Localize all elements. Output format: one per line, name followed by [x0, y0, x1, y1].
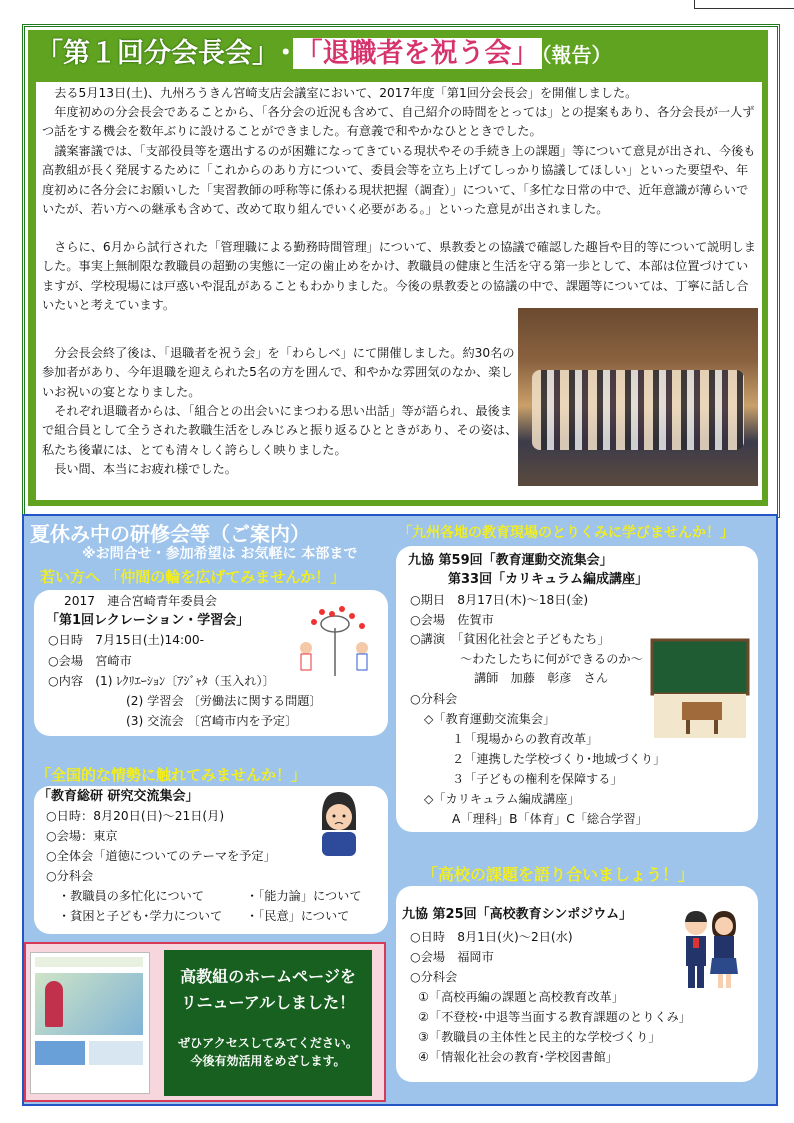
kyushu-lecture: ○講演 「貧困化社会と子どもたち」 — [410, 632, 610, 646]
headline-part1: 「第１回分会長会」 — [36, 38, 279, 69]
youth-content-2: (2) 学習会 〔労働法に関する問題〕 — [126, 694, 322, 708]
highschool-heading: 「高校の課題を語り合いましょう！」 — [422, 865, 695, 884]
highschool-topic-1: ①「高校再編の課題と高校教育改革」 — [418, 990, 624, 1004]
national-heading: 「全国的な情勢に触れてみませんか！」 — [36, 766, 307, 784]
article-paragraph-6: それぞれ退職者からは、「組合との出会いにまつわる思い出話」等が語られ、最後まで組合員として全うされた教職生活をしみじみと振り返るひとときがあり、その姿は、私たち後輩には、とても清々しく誇らしく映りました。 — [42, 404, 518, 457]
thumbnail-photo — [35, 1041, 85, 1065]
group-photo — [518, 308, 758, 486]
homepage-line-1: 高教組のホームページを — [180, 967, 356, 986]
kyushu-lecturer: 講師 加藤 彰彦 さん — [474, 671, 609, 685]
homepage-line-2: リニューアルしました！ — [180, 993, 356, 1012]
kyushu-subcommittee-label: ○分科会 — [410, 692, 458, 706]
kyushu-lecture-subtitle: ～わたしたちに何ができるのか～ — [460, 652, 643, 666]
headline — [36, 32, 766, 76]
youth-content-1: ○内容 (1) ﾚｸﾘｴｰｼｮﾝ〔ｱｼﾞｬﾀ（玉入れ）〕 — [48, 674, 275, 688]
basket-toss-illustration — [292, 606, 378, 678]
youth-date: ○日時 7月15日(土)14:00- — [48, 633, 205, 647]
national-event-title: 「教育総研 研究交流集会」 — [38, 789, 199, 804]
highschool-topic-2: ②「不登校･中退等当面する教育課題のとりくみ」 — [418, 1010, 691, 1024]
youth-event-title: 「第1回レクレーション・学習会」 — [46, 613, 250, 628]
group-photo-crowd — [532, 370, 744, 450]
national-venue: ○会場：東京 — [46, 829, 118, 843]
national-topic-4: ・「民意」について — [246, 909, 350, 923]
page-number-box — [694, 0, 794, 9]
article-paragraph-4: さらに、6月から試行された「管理職による勤務時間管理」について、県教委との協議で確認した趣旨や目的等について説明しました。事実上無制限な教職員の超勤の実態に一定の歯止めをかけ、教職員の健康と生活を守る第一歩として、本部は位置づけていますが、学校現場には戸惑いや混乱があることもわかりました。今後の県教委との協議の中で、課題等については、丁寧に話し合いたいと考えています。 — [42, 240, 756, 313]
youth-venue: ○会場 宮崎市 — [48, 654, 132, 668]
headline-separator: ･ — [279, 38, 293, 69]
kyushu-group-1: ◇「教育運動交流集会」 — [424, 712, 556, 726]
youth-content-3: (3) 交流会 〔宮崎市内を予定〕 — [126, 714, 298, 728]
thumbnail-header — [35, 957, 143, 967]
thumbnail-panel — [89, 1041, 143, 1065]
headline-part2: 「退職者を祝う会」 — [293, 38, 542, 69]
article-paragraph-5: 分会長会終了後は、「退職者を祝う会」を「わらしべ」にて開催しました。約30名の参加者があり、今年退職を迎えられた5名の方を囲んで、和やかな雰囲気のなか、楽しいお祝いの宴となりました。 — [42, 346, 515, 399]
highschool-subcommittee-label: ○分科会 — [410, 970, 458, 984]
headline-part3: （報告） — [541, 43, 612, 67]
highschool-event-title: 九協 第25回「高校教育シンポジウム」 — [402, 907, 633, 922]
youth-organizer: 2017 連合宮崎青年委員会 — [64, 594, 217, 608]
highschool-venue: ○会場 福岡市 — [410, 950, 494, 964]
article-paragraph-3: 議案審議では、「支部役員等を選出するのが困難になってきている現状やその手続き上の課題」等について意見が出され、今後も高教組が長く発展するために「これからのあり方について、委員会等を立ち上げてしっかり協議してほしい」といった要望や、年度初めに各分会にお願いした「実習教師の呼称等に係わる現状把握（調査）」について、「多忙な日常の中で、近年意識が薄らいでいたが、若い方への継承も含めて、改めて取り組んでいく必要がある。」といった意見が出されました。 — [42, 144, 756, 217]
kyushu-heading: 「九州各地の教育現場のとりくみに学びませんか！」 — [398, 525, 734, 541]
national-topic-3: ・貧困と子ども･学力について — [58, 909, 223, 923]
highschool-date: ○日時 8月1日(火)～2日(水) — [410, 930, 573, 944]
homepage-line-3: ぜひアクセスしてみてください。 — [178, 1036, 358, 1050]
national-date: ○日時：8月20日(日)～21日(月) — [46, 809, 225, 823]
students-illustration — [678, 908, 742, 990]
article-paragraph-2: 年度初めの分会長会であることから、「各分会の近況も含めて、自己紹介の時間をとっては」との提案もあり、各分会長が一人ずつ話をする機会を数年ぶりに設けることができました。有意義で和やかなひとときでした。 — [42, 105, 755, 139]
kyushu-group-2: ◇「カリキュラム編成講座」 — [424, 792, 580, 806]
article-paragraph-1: 去る5月13日(土)、九州ろうきん宮崎支店会議室において、2017年度「第1回分会長会」を開催しました。 — [54, 86, 638, 100]
thumbnail-person — [45, 981, 63, 1027]
kyushu-group-2-items: A「理科」B「体育」C「総合学習」 — [452, 812, 648, 826]
national-topic-1: ・教職員の多忙化について — [58, 889, 205, 903]
youth-heading: 若い方へ 「仲間の輪を広げてみませんか！」 — [40, 568, 346, 586]
national-subcommittee-label: ○分科会 — [46, 869, 94, 883]
homepage-line-4: 今後有効活用をめざします。 — [190, 1054, 346, 1068]
seminar-subtitle: ※お問合せ・参加希望は お気軽に 本部まで — [82, 546, 358, 562]
kyushu-venue: ○会場 佐賀市 — [410, 613, 494, 627]
kyushu-event-2: 第33回「カリキュラム編成講座」 — [448, 572, 648, 587]
article-paragraph-7: 長い間、本当にお疲れ様でした。 — [54, 462, 237, 476]
teacher-worried-illustration — [314, 790, 364, 856]
highschool-topic-4: ④「情報化社会の教育･学校図書館」 — [418, 1050, 618, 1064]
kyushu-event-1: 九協 第59回「教育運動交流集会」 — [408, 553, 613, 568]
kyushu-group-1-item-2: ２「連携した学校づくり･地域づくり」 — [452, 752, 666, 766]
seminar-title: 夏休み中の研修会等（ご案内） — [30, 522, 310, 546]
national-plenary: ○全体会「道徳についてのテーマを予定」 — [46, 849, 276, 863]
highschool-topic-3: ③「教職員の主体性と民主的な学校づくり」 — [418, 1030, 661, 1044]
kyushu-date: ○期日 8月17日(木)～18日(金) — [410, 593, 589, 607]
kyushu-group-1-item-1: １「現場からの教育改革」 — [452, 732, 599, 746]
homepage-thumbnail[interactable] — [30, 952, 150, 1094]
national-topic-2: ・「能力論」について — [246, 889, 362, 903]
classroom-illustration — [652, 640, 748, 738]
kyushu-group-1-item-3: ３「子どもの権利を保障する」 — [452, 772, 623, 786]
